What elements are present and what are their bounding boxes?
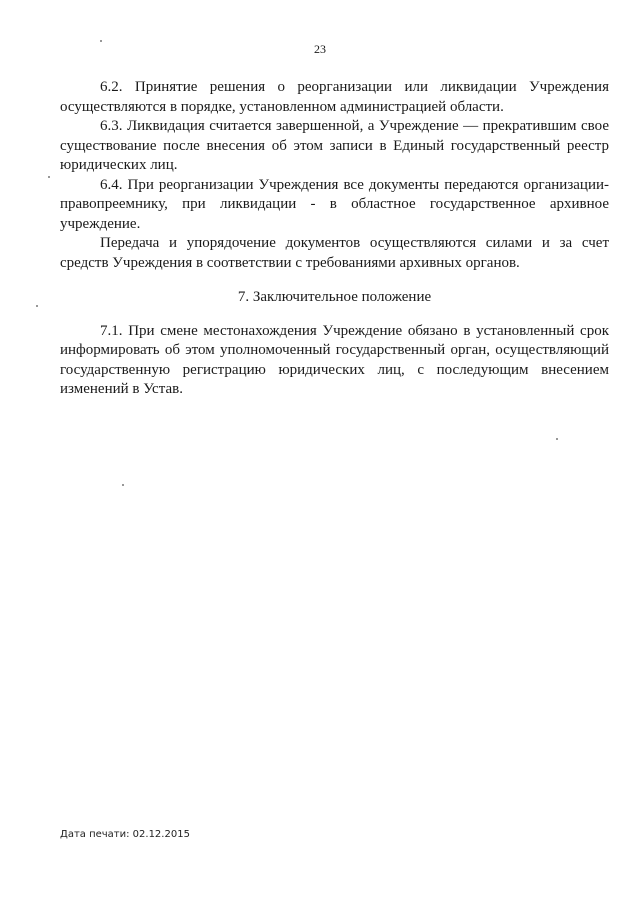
page-number: 23 [314, 42, 326, 56]
scan-speck [36, 305, 38, 307]
scan-speck [556, 438, 558, 440]
paragraph-6-4: 6.4. При реорганизации Учреждения все документы передаются организации-правопреемнику, при ликвидации - в областное государственное архивное учреждение. [60, 176, 609, 232]
section-7-heading: 7. Заключительное положение [237, 289, 432, 305]
scan-speck [48, 176, 50, 178]
paragraph-document-transfer: Передача и упорядочение документов осуществляются силами и за счет средств Учреждения в соответствии с требованиями архивных органов. [60, 235, 609, 271]
print-date-footer: Дата печати: 02.12.2015 [60, 829, 190, 840]
document-body [60, 78, 609, 400]
paragraph-7-1: 7.1. При смене местонахождения Учреждение обязано в установленный срок информировать об этом уполномоченный государственный орган, осуществляющий государственную регистрацию юридических лиц, с последующим внесением изменений в Устав. [60, 322, 609, 397]
scan-speck [122, 484, 124, 486]
paragraph-6-3: 6.3. Ликвидация считается завершенной, а Учреждение — прекратившим свое существование после внесения об этом записи в Единый государственный реестр юридических лиц. [60, 118, 609, 173]
paragraph-6-2: 6.2. Принятие решения о реорганизации или ликвидации Учреждения осуществляются в порядке, установленном администрацией области. [60, 79, 609, 115]
scan-speck [100, 40, 102, 42]
